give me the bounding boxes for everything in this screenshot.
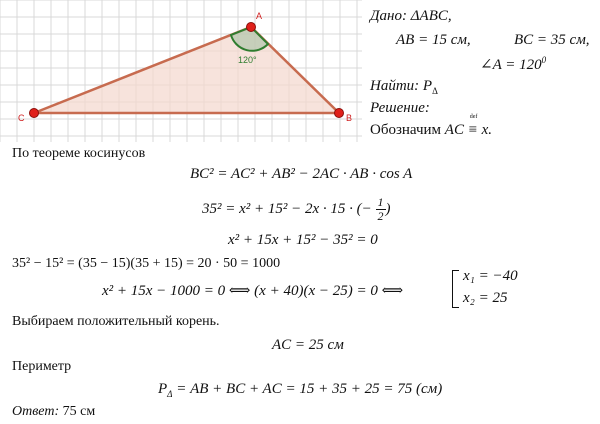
given-angle-exp: 0 — [541, 55, 547, 65]
equation-2 — [202, 196, 391, 223]
answer-label: Ответ: — [12, 404, 60, 419]
given-label: Дано: — [370, 8, 407, 24]
denote-text: Обозначим — [370, 122, 442, 138]
given-bc: BC = 35 см, — [514, 32, 590, 48]
fraction — [376, 196, 386, 223]
equation-1: BC² = AC² + AB² − 2AC · AB · cos A — [190, 166, 413, 182]
answer-value: 75 см — [62, 404, 96, 419]
equation-2-left: 35² = x² + 15² − 2x · 15 · (− — [202, 200, 372, 217]
denote-line — [370, 114, 492, 139]
given-angle-value: ∠A = 120 — [480, 57, 542, 73]
equation-3: x² + 15x + 15² − 35² = 0 — [228, 232, 378, 248]
label-a: A — [256, 11, 263, 21]
given-line-1 — [370, 8, 452, 25]
root-2: x₂ = 25 — [463, 290, 508, 306]
denote-expr: AC — [444, 122, 464, 138]
point-a — [247, 23, 256, 32]
solution-label: Решение: — [370, 100, 430, 116]
given-triangle: ΔABC, — [410, 8, 452, 24]
point-b — [335, 109, 344, 118]
equation-4: 35² − 15² = (35 − 15)(35 + 15) = 20 · 50 = 1000 — [12, 256, 281, 271]
perimeter-sub: Δ — [167, 389, 173, 399]
perimeter-p: P — [158, 381, 168, 397]
denote-def-mark: def — [469, 114, 478, 120]
roots-bracket — [452, 270, 459, 308]
angle-label: 120° — [238, 55, 257, 65]
answer-line — [12, 404, 95, 420]
given-angle — [480, 55, 546, 74]
label-c: C — [18, 113, 25, 123]
equation-2-right: ) — [385, 200, 391, 217]
find-label: Найти: — [370, 78, 420, 94]
triangle-figure — [0, 0, 362, 142]
find-value: P — [422, 78, 433, 94]
perimeter-heading: Периметр — [12, 359, 72, 374]
fraction-den: 2 — [377, 209, 384, 223]
find-sub: Δ — [432, 86, 438, 96]
cosine-theorem-text: По теореме косинусов — [12, 146, 146, 161]
point-c — [30, 109, 39, 118]
denote-eq: ≡ x. — [467, 122, 492, 138]
perimeter-equation — [158, 381, 442, 399]
given-ab: AB = 15 см, — [396, 32, 471, 48]
fraction-num: 1 — [377, 195, 384, 209]
perimeter-rest: = AB + BC + AC = 15 + 35 + 25 = 75 (см) — [172, 381, 443, 397]
denote-def — [467, 114, 492, 138]
root-1: x₁ = −40 — [463, 268, 518, 284]
find-line — [370, 78, 438, 96]
label-b: B — [346, 113, 353, 123]
equation-5: x² + 15x − 1000 = 0 ⟺ (x + 40)(x − 25) = 0 ⟺ — [102, 283, 404, 299]
choose-root-text: Выбираем положительный корень. — [12, 314, 220, 329]
ac-value: AC = 25 см — [272, 337, 344, 353]
